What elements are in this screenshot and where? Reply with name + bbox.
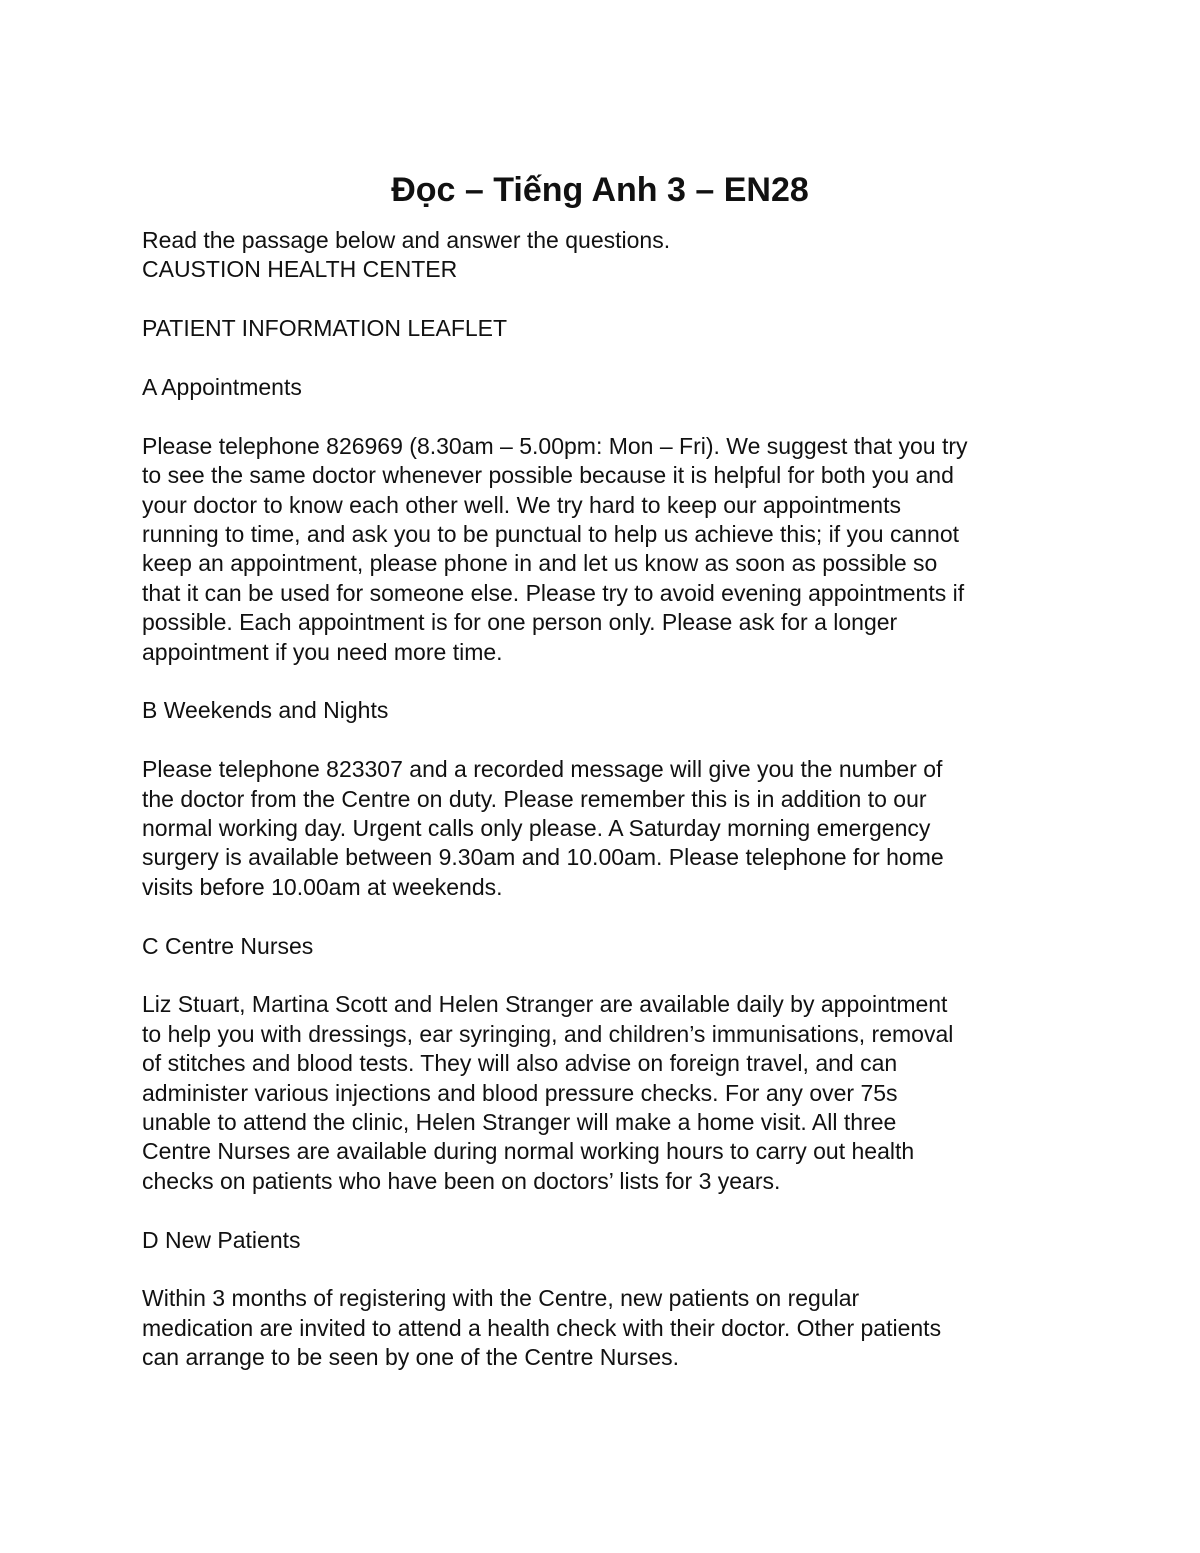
spacer bbox=[142, 667, 1072, 696]
paragraph-line: surgery is available between 9.30am and 10.00am. Please telephone for home bbox=[142, 844, 944, 871]
paragraph-line: unable to attend the clinic, Helen Stranger will make a home visit. All three bbox=[142, 1109, 897, 1136]
spacer bbox=[142, 344, 1072, 373]
section-body-appointments bbox=[142, 432, 1072, 667]
spacer bbox=[142, 726, 1072, 755]
paragraph-line: checks on patients who have been on doctors’ lists for 3 years. bbox=[142, 1167, 781, 1194]
paragraph-line: that it can be used for someone else. Please try to avoid evening appointments if bbox=[142, 579, 965, 606]
spacer bbox=[142, 1255, 1072, 1284]
section-heading-appointments: A Appointments bbox=[142, 374, 302, 400]
instruction-text: Read the passage below and answer the questions. bbox=[142, 227, 671, 253]
paragraph-line: can arrange to be seen by one of the Centre Nurses. bbox=[142, 1344, 679, 1371]
paragraph-line: Within 3 months of registering with the Centre, new patients on regular bbox=[142, 1285, 860, 1312]
section-body-new-patients bbox=[142, 1284, 1072, 1372]
section-heading-centre-nurses: C Centre Nurses bbox=[142, 932, 314, 959]
paragraph-line: normal working day. Urgent calls only please. A Saturday morning emergency bbox=[142, 815, 931, 842]
paragraph-line: medication are invited to attend a health check with their doctor. Other patients bbox=[142, 1314, 942, 1341]
leaflet-title: PATIENT INFORMATION LEAFLET bbox=[142, 315, 508, 342]
paragraph-line: visits before 10.00am at weekends. bbox=[142, 873, 503, 900]
paragraph-line: your doctor to know each other well. We try hard to keep our appointments bbox=[142, 491, 901, 518]
spacer bbox=[142, 961, 1072, 990]
document-body bbox=[142, 226, 1072, 1373]
spacer bbox=[142, 1196, 1072, 1225]
paragraph-line: Please telephone 823307 and a recorded message will give you the number of bbox=[142, 756, 943, 783]
paragraph-line: Please telephone 826969 (8.30am – 5.00pm: Mon – Fri). We suggest that you try bbox=[142, 432, 968, 459]
paragraph-line: to see the same doctor whenever possible because it is helpful for both you and bbox=[142, 462, 954, 489]
paragraph-line: possible. Each appointment is for one person only. Please ask for a longer bbox=[142, 609, 898, 636]
page-title: Đọc – Tiếng Anh 3 – EN28 bbox=[391, 171, 809, 209]
paragraph-line: keep an appointment, please phone in and let us know as soon as possible so bbox=[142, 550, 938, 577]
paragraph-line: to help you with dressings, ear syringing, and children’s immunisations, removal bbox=[142, 1020, 954, 1047]
section-body-weekends-nights bbox=[142, 755, 1072, 902]
section-heading-new-patients: D New Patients bbox=[142, 1226, 301, 1253]
spacer bbox=[142, 402, 1072, 431]
spacer bbox=[142, 285, 1072, 314]
spacer bbox=[142, 902, 1072, 931]
paragraph-line: appointment if you need more time. bbox=[142, 638, 503, 665]
section-heading-weekends-nights: B Weekends and Nights bbox=[142, 697, 389, 724]
paragraph-line: Centre Nurses are available during normal working hours to carry out health bbox=[142, 1138, 915, 1165]
paragraph-line: running to time, and ask you to be punctual to help us achieve this; if you cannot bbox=[142, 521, 960, 548]
center-name: CAUSTION HEALTH CENTER bbox=[142, 256, 458, 283]
paragraph-line: the doctor from the Centre on duty. Please remember this is in addition to our bbox=[142, 785, 927, 812]
section-body-centre-nurses bbox=[142, 990, 1072, 1196]
paragraph-line: administer various injections and blood pressure checks. For any over 75s bbox=[142, 1079, 898, 1106]
paragraph-line: Liz Stuart, Martina Scott and Helen Stranger are available daily by appointment bbox=[142, 991, 948, 1018]
paragraph-line: of stitches and blood tests. They will also advise on foreign travel, and can bbox=[142, 1050, 898, 1077]
